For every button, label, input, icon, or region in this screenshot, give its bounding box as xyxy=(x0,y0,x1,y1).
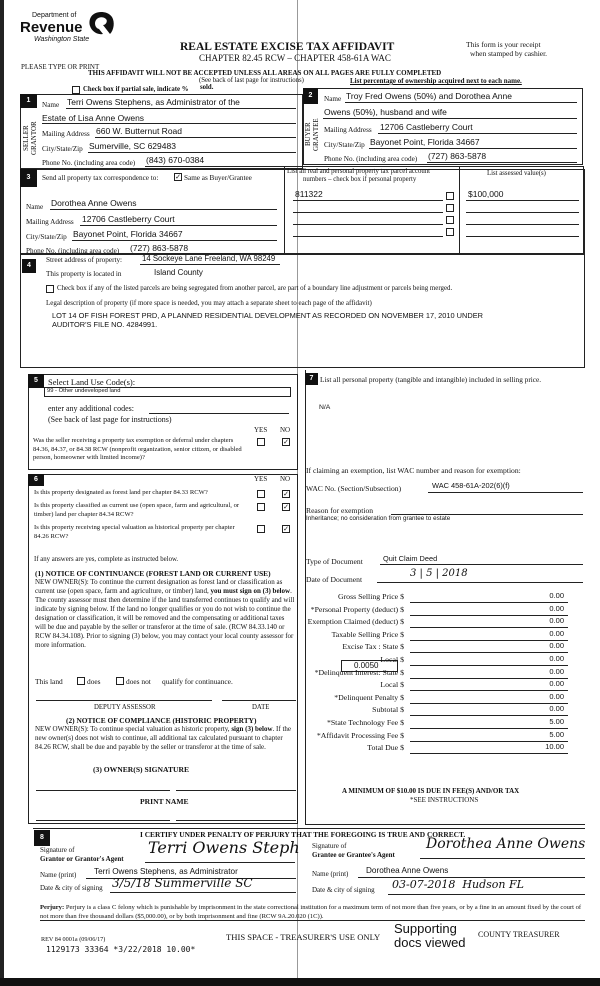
notice-compliance-title: (2) NOTICE OF COMPLIANCE (HISTORIC PROPERTY) xyxy=(66,716,257,725)
qualifies-does-label: does xyxy=(87,677,101,686)
fee-value[interactable]: 0.00 xyxy=(549,603,564,613)
please-type: PLEASE TYPE OR PRINT xyxy=(21,63,100,71)
notice1-body-bold: you must sign on (3) below xyxy=(210,587,291,595)
parcel-account-rule xyxy=(293,200,443,201)
corr-address-label: Mailing Address xyxy=(26,218,74,226)
grantee-signature-rule xyxy=(420,858,585,859)
partial-sale-checkbox[interactable] xyxy=(72,86,80,94)
fee-row xyxy=(300,642,576,654)
personal-property-checkbox[interactable] xyxy=(446,228,454,236)
county[interactable]: Island County xyxy=(154,268,203,277)
fee-rule xyxy=(410,690,568,691)
segregated-parcels-checkbox[interactable] xyxy=(46,285,54,293)
buyer-city-rule xyxy=(369,148,577,149)
fee-value[interactable]: 10.00 xyxy=(545,742,564,752)
same-as-buyer-checkbox[interactable]: ✓ xyxy=(175,173,181,181)
section-7-number: 7 xyxy=(305,373,318,385)
fee-label: Local $ xyxy=(380,680,404,690)
fee-rule xyxy=(410,640,568,641)
cashier-receipt-stamp: 1129173 33364 *3/22/2018 10.00* xyxy=(46,945,196,954)
document-date-rule xyxy=(377,582,583,583)
tax-correspondence-label: Send all property tax correspondence to: xyxy=(42,174,159,182)
grantee-name[interactable]: Dorothea Anne Owens xyxy=(366,866,449,875)
parcel-header-1: List all real and personal property tax parcel account xyxy=(287,168,431,175)
fee-value[interactable]: 5.00 xyxy=(549,729,564,739)
fee-row xyxy=(300,705,576,717)
seller-exemption-no[interactable]: ✓ xyxy=(283,438,289,446)
document-date[interactable]: 3 | 5 | 2018 xyxy=(410,568,468,579)
fee-rule xyxy=(410,602,568,603)
personal-property-checkbox[interactable] xyxy=(446,216,454,224)
legal-description-label: Legal description of property (if more space is needed, you may attach a separate sheet to each page of the affidavit) xyxy=(46,299,372,307)
fee-label: Total Due $ xyxy=(367,743,404,753)
if-yes-note: If any answers are yes, complete as instructed below. xyxy=(34,556,179,563)
fee-row xyxy=(300,743,576,755)
section5-yes-header: YES xyxy=(254,426,268,434)
perjury-notice xyxy=(40,903,590,921)
grantor-sig-label-2: Grantor or Grantor's Agent xyxy=(40,855,124,863)
corr-city[interactable]: Bayonet Point, Florida 34667 xyxy=(73,229,183,239)
this-land-label: This land xyxy=(35,677,63,686)
seller-address-rule xyxy=(95,137,296,138)
land-use-selected: 99 - Other undeveloped land xyxy=(47,388,121,394)
grantee-date-label: Date & city of signing xyxy=(312,886,375,894)
corr-address[interactable]: 12706 Castleberry Court xyxy=(82,214,175,224)
seller-city-label: City/State/Zip xyxy=(42,145,83,153)
qualifies-does-checkbox[interactable] xyxy=(77,677,85,685)
wac-number[interactable]: WAC 458-61A-202(6)(f) xyxy=(432,481,510,490)
fee-rule xyxy=(410,728,568,729)
dor-logo xyxy=(18,10,118,44)
grantor-date-label: Date & city of signing xyxy=(40,884,103,892)
owner-signature-title: (3) OWNER(S) SIGNATURE xyxy=(93,765,190,774)
exemption-reason-label: Reason for exemption xyxy=(306,506,374,515)
parcel-value-divider xyxy=(459,166,460,254)
grantee-name-label: Name (print) xyxy=(312,870,349,878)
additional-codes-input[interactable] xyxy=(149,413,289,414)
fee-label: Local $ xyxy=(380,655,404,664)
grantor-name-label: Name (print) xyxy=(40,871,77,879)
personal-property-label: List all personal property (tangible and intangible) included in selling price. xyxy=(320,375,542,384)
notice1-body-a: NEW OWNER(S): To continue the current designation as forest land or classification as current use (open space, farm and agriculture, or timber) land, xyxy=(35,578,283,595)
fee-row xyxy=(300,680,576,692)
assessed-value-rule xyxy=(466,200,579,201)
seller-phone-rule xyxy=(145,166,296,167)
fee-label: *State Technology Fee $ xyxy=(326,718,404,727)
fee-row xyxy=(300,617,576,629)
assessed-value-header: List assessed value(s) xyxy=(487,170,546,177)
fee-rule xyxy=(410,715,568,716)
fee-rule xyxy=(410,703,568,704)
seller-name-line1-rule xyxy=(66,108,296,109)
grantor-date-city[interactable]: 3/5/18 Summerville SC xyxy=(112,876,253,890)
print-name-line-2[interactable] xyxy=(176,820,296,821)
seller-name-line1[interactable]: Terri Owens Stephens, as Administrator of the xyxy=(67,97,240,107)
dor-swirl-logo-icon xyxy=(86,10,116,38)
notice2-body-b: . If the new owner(s) does not wish to continue, all additional tax calculated pursuant to chapter 84.26 RCW, shall be due and payable by the seller or transferor at the time of sale. xyxy=(35,725,292,751)
fee-value[interactable]: 5.00 xyxy=(549,717,564,726)
certification-statement: I CERTIFY UNDER PENALTY OF PERJURY THAT THE FOREGOING IS TRUE AND CORRECT. xyxy=(140,830,466,839)
corr-phone[interactable]: (727) 863-5878 xyxy=(130,243,189,253)
buyer-phone[interactable]: (727) 863-5878 xyxy=(428,151,487,161)
grantor-sig-label-1: Signature of xyxy=(40,846,75,854)
buyer-label: BUYER xyxy=(304,122,312,147)
notice-compliance-body xyxy=(35,725,297,752)
designation-no-checkbox[interactable]: ✓ xyxy=(283,525,289,533)
buyer-address-rule xyxy=(378,133,577,134)
fee-label: Subtotal $ xyxy=(372,705,404,715)
fee-row xyxy=(300,718,576,730)
qualifies-does-not-label: does not xyxy=(126,677,151,686)
land-use-label: Select Land Use Code(s): xyxy=(48,377,136,387)
fee-value[interactable]: 0.00 xyxy=(549,704,564,714)
buyer-name-line2[interactable]: Owens (50%), husband and wife xyxy=(324,107,447,117)
notice2-body-bold: sign (3) below xyxy=(231,725,273,733)
form-revision-code: REV 84 0001a (09/06/17) xyxy=(41,936,106,943)
form-subtitle: CHAPTER 82.45 RCW – CHAPTER 458-61A WAC xyxy=(199,53,391,63)
personal-property-checkbox[interactable] xyxy=(446,192,454,200)
designation-yes-checkbox[interactable] xyxy=(257,490,265,498)
grantor-label: GRANTOR xyxy=(30,121,38,156)
supporting-docs-stamp-1: Supporting xyxy=(394,921,457,936)
seller-exemption-question: Was the seller receiving a property tax exemption or deferral under chapters 84.36, 84.37, or 84.38 RCW (nonprofit organization, senior citizen, or disabled person, homeowner with limited income)? xyxy=(33,437,242,462)
segregated-parcels-label: Check box if any of the listed parcels are being segregated from another parcel, are part of a boundary line adjustment or parcels being merged. xyxy=(57,285,453,292)
street-address-label: Street address of property: xyxy=(46,256,123,264)
supporting-docs-stamp-2: docs viewed xyxy=(394,935,466,950)
fee-value[interactable]: 0.00 xyxy=(549,654,564,663)
assessed-value-rule xyxy=(466,212,579,213)
section-5-number: 5 xyxy=(28,374,44,388)
fee-row xyxy=(300,731,576,743)
owner-signature-line-2[interactable] xyxy=(176,790,296,791)
county-treasurer-label: COUNTY TREASURER xyxy=(478,930,560,939)
minimum-due-note: A MINIMUM OF $10.00 IS DUE IN FEE(S) AND/OR TAX xyxy=(342,787,520,795)
buyer-phone-label: Phone No. (including area code) xyxy=(324,155,418,163)
grantee-sig-label-2: Grantee or Grantee's Agent xyxy=(312,851,395,859)
fee-value[interactable]: 0.00 xyxy=(549,679,564,689)
buyer-name-line1-rule xyxy=(345,102,577,103)
fee-label: *Delinquent Penalty $ xyxy=(334,692,404,702)
assessed-value-rule xyxy=(466,236,579,237)
section-6-number: 6 xyxy=(28,474,44,486)
grantee-signature[interactable]: Dorothea Anne Owens xyxy=(426,836,586,852)
grantee-date-rule xyxy=(388,894,585,895)
fee-label: Excise Tax : State $ xyxy=(342,642,404,652)
street-address-rule xyxy=(140,264,280,265)
deputy-assessor-label: DEPUTY ASSESSOR xyxy=(94,704,156,711)
document-type-label: Type of Document xyxy=(306,557,363,566)
section-8-number: 8 xyxy=(34,830,50,846)
fee-value[interactable]: 0.00 xyxy=(549,666,564,676)
designation-question: Is this property receiving special valuation as historical property per chapter 84.26 RCW? xyxy=(34,524,235,540)
logo-line3: Washington State xyxy=(34,36,90,43)
buyer-name-label: Name xyxy=(324,95,342,103)
treasurer-use-label: THIS SPACE - TREASURER'S USE ONLY xyxy=(226,932,381,942)
buyer-name-line2-rule xyxy=(323,118,577,119)
corr-name-label: Name xyxy=(26,203,44,211)
buyer-name-line1[interactable]: Troy Fred Owens (50%) and Dorothea Anne xyxy=(346,91,512,101)
buyer-phone-rule xyxy=(427,162,577,163)
notice2-body-a: NEW OWNER(S): To continue special valuation as historic property, xyxy=(35,725,232,733)
grantee-date-city[interactable]: 03-07-2018 Hudson FL xyxy=(392,878,524,891)
assessor-date-label: DATE xyxy=(252,704,270,711)
fee-value[interactable]: 0.00 xyxy=(549,628,564,638)
corr-address-rule xyxy=(80,225,277,226)
seller-address[interactable]: 660 W. Butternut Road xyxy=(96,126,182,136)
seller-phone[interactable]: (843) 670-0384 xyxy=(146,155,205,165)
fee-rule xyxy=(410,627,568,628)
designation-yes-checkbox[interactable] xyxy=(257,503,265,511)
assessed-value[interactable]: $100,000 xyxy=(468,189,504,199)
wac-number-rule xyxy=(428,492,583,493)
personal-property-value[interactable]: N/A xyxy=(319,404,331,411)
qualifies-does-not-checkbox[interactable] xyxy=(116,677,124,685)
corr-city-label: City/State/Zip xyxy=(26,233,67,241)
parcel-header-2: numbers – check box if personal property xyxy=(303,176,417,183)
print-name-line-1[interactable] xyxy=(36,820,170,821)
fee-rule xyxy=(410,615,568,616)
print-name-label: PRINT NAME xyxy=(140,797,189,806)
fee-row xyxy=(300,592,576,604)
fee-label: *Delinquent Interest: State $ xyxy=(314,667,404,677)
section5-no-header: NO xyxy=(280,426,291,434)
receipt-note-2: when stamped by cashier. xyxy=(470,49,548,58)
section-4-number: 4 xyxy=(22,259,36,273)
wac-number-label: WAC No. (Section/Subsection) xyxy=(306,484,402,493)
notice1-body-b: . The county assessor must then determine if the land transferred continues to qualify and will indicate by signing below. If the land no longer qualifies or you do not wish to continue the designation or classification, it will be removed and the compensating or additional taxes will be due and payable by the seller or transferor at the time of sale. (RCW 84.33.140 or RCW 84.34.108). Prior to signing (3) below, you may contact your local county assessor for more information. xyxy=(35,587,295,649)
buyer-address[interactable]: 12706 Castleberry Court xyxy=(380,122,473,132)
corr-name-rule xyxy=(50,209,277,210)
designation-no-checkbox[interactable]: ✓ xyxy=(283,503,289,511)
grantee-label: GRANTEE xyxy=(312,118,320,151)
fee-value[interactable]: 0.00 xyxy=(549,691,564,701)
notice-continuance-title: (1) NOTICE OF CONTINUANCE (FOREST LAND OR CURRENT USE) xyxy=(35,569,271,578)
deputy-assessor-signature[interactable] xyxy=(36,700,212,701)
document-type[interactable]: Quit Claim Deed xyxy=(383,554,438,563)
fee-rule xyxy=(410,665,568,666)
seller-address-label: Mailing Address xyxy=(42,130,90,138)
notice-continuance-body xyxy=(35,578,297,650)
seller-city[interactable]: Sumerville, SC 629483 xyxy=(89,141,176,151)
section6-yes-header: YES xyxy=(254,475,268,483)
fee-row xyxy=(300,605,576,617)
grantor-date-rule xyxy=(110,892,296,893)
designation-yes-checkbox[interactable] xyxy=(257,525,265,533)
legal-description-line2[interactable]: AUDITOR'S FILE NO. 4284991. xyxy=(52,320,158,329)
scan-edge-bottom xyxy=(0,978,600,986)
fee-label: Taxable Selling Price $ xyxy=(331,629,404,639)
exemption-reason[interactable]: Inheritance; no consideration from grantee to estate xyxy=(306,515,451,522)
land-use-see-back: (See back of last page for instructions) xyxy=(48,415,172,424)
corr-name[interactable]: Dorothea Anne Owens xyxy=(51,198,137,208)
fee-row xyxy=(300,655,576,667)
receipt-note-1: This form is your receipt xyxy=(466,40,541,49)
ownership-note: List percentage of ownership acquired next to each name. xyxy=(350,77,522,85)
section-3-number: 3 xyxy=(20,169,37,187)
assessed-value-rule xyxy=(466,224,579,225)
see-back-note: (See back of last page for instructions) xyxy=(199,77,304,84)
seller-exemption-yes[interactable] xyxy=(257,438,265,446)
logo-line1: Department of xyxy=(32,12,77,19)
deputy-assessor-date[interactable] xyxy=(222,700,296,701)
footer-rule xyxy=(40,920,585,921)
fee-row xyxy=(300,630,576,642)
buyer-city[interactable]: Bayonet Point, Florida 34667 xyxy=(370,137,480,147)
scan-edge-left xyxy=(0,0,4,986)
buyer-side-label xyxy=(304,106,318,163)
parcel-account[interactable]: 811322 xyxy=(295,189,323,199)
fee-rule xyxy=(410,678,568,679)
seller-side-label xyxy=(22,110,36,167)
same-as-buyer-label: Same as Buyer/Grantee xyxy=(184,174,252,182)
local-rate-value: 0.0050 xyxy=(354,661,379,670)
seller-name-line2-rule xyxy=(42,123,296,124)
grantee-sig-label-1: Signature of xyxy=(312,842,347,850)
designation-no-checkbox[interactable]: ✓ xyxy=(283,490,289,498)
legal-description-line1[interactable]: LOT 14 OF FISH FOREST PRD, A PLANNED RESIDENTIAL DEVELOPMENT AS RECORDED ON NOVEMBER 17, 2010 UNDER xyxy=(52,311,483,320)
fee-label: *Affidavit Processing Fee $ xyxy=(316,730,404,740)
buyer-address-label: Mailing Address xyxy=(324,126,372,134)
form-title: REAL ESTATE EXCISE TAX AFFIDAVIT xyxy=(180,41,395,53)
fee-row xyxy=(300,693,576,705)
parcel-account-rule xyxy=(293,236,443,237)
street-address[interactable]: 14 Sockeye Lane Freeland, WA 98249 xyxy=(142,254,276,263)
fee-label: Exemption Claimed (deduct) $ xyxy=(307,617,404,627)
parcel-account-rule xyxy=(293,212,443,213)
grantor-signature-rule xyxy=(145,862,295,863)
corr-phone-label: Phone No. (including area code) xyxy=(26,247,120,255)
qualify-label: qualify for continuance. xyxy=(162,677,233,686)
located-in-label: This property is located in xyxy=(46,270,122,278)
seller-label: SELLER xyxy=(22,125,30,152)
section-2-number: 2 xyxy=(303,88,318,104)
exemption-claim-label: If claiming an exemption, list WAC number and reason for exemption: xyxy=(306,466,521,475)
acceptance-warning: THIS AFFIDAVIT WILL NOT BE ACCEPTED UNLESS ALL AREAS ON ALL PAGES ARE FULLY COMPLETED xyxy=(88,69,442,77)
fee-rule xyxy=(410,652,568,653)
partial-sale-sold: sold. xyxy=(200,84,214,91)
fee-rule xyxy=(410,753,568,754)
section-1-number: 1 xyxy=(20,94,37,108)
fee-label: *Personal Property (deduct) $ xyxy=(310,604,404,614)
perjury-bold: Perjury: xyxy=(40,904,65,911)
fee-label: Gross Selling Price $ xyxy=(337,592,404,601)
fee-value[interactable]: 0.00 xyxy=(549,591,564,600)
section6-no-header: NO xyxy=(280,475,291,483)
fee-value[interactable]: 0.00 xyxy=(549,641,564,651)
logo-line2: Revenue xyxy=(20,19,83,36)
owner-signature-line-1[interactable] xyxy=(36,790,170,791)
additional-codes-label: enter any additional codes: xyxy=(48,404,134,413)
document-type-rule xyxy=(380,564,583,565)
seller-name-label: Name xyxy=(42,101,60,109)
seller-phone-label: Phone No. (including area code) xyxy=(42,159,136,167)
seller-name-line2[interactable]: Estate of Lisa Anne Owens xyxy=(42,113,145,123)
document-date-label: Date of Document xyxy=(306,575,363,584)
perjury-text: Perjury is a class C felony which is punishable by imprisonment in the state correctional institution for a maximum term of not more than five years, or by a fine in an amount fixed by the court of not more than five thousand dollars ($5,000.00), or by both imprisonment and fine (RCW 9A.20.020 (1C)). xyxy=(40,904,582,920)
see-instructions-note: *SEE INSTRUCTIONS xyxy=(410,796,479,804)
corr-city-rule xyxy=(72,240,277,241)
designation-question: Is this property designated as forest land per chapter 84.33 RCW? xyxy=(34,489,208,496)
grantor-signature[interactable]: Terri Owens Steph xyxy=(148,838,300,857)
partial-sale-label: Check box if partial sale, indicate % xyxy=(83,86,189,93)
designation-question: Is this property classified as current use (open space, farm and agricultural, or timber) land per chapter 84.34 RCW? xyxy=(34,502,240,518)
grantor-name[interactable]: Terri Owens Stephens, as Administrator xyxy=(94,867,238,876)
parcel-account-rule xyxy=(293,224,443,225)
buyer-city-label: City/State/Zip xyxy=(324,141,365,149)
seller-city-rule xyxy=(88,152,296,153)
land-use-select[interactable] xyxy=(44,387,291,397)
fee-row xyxy=(300,668,576,680)
fee-value[interactable]: 0.00 xyxy=(549,616,564,626)
personal-property-checkbox[interactable] xyxy=(446,204,454,212)
